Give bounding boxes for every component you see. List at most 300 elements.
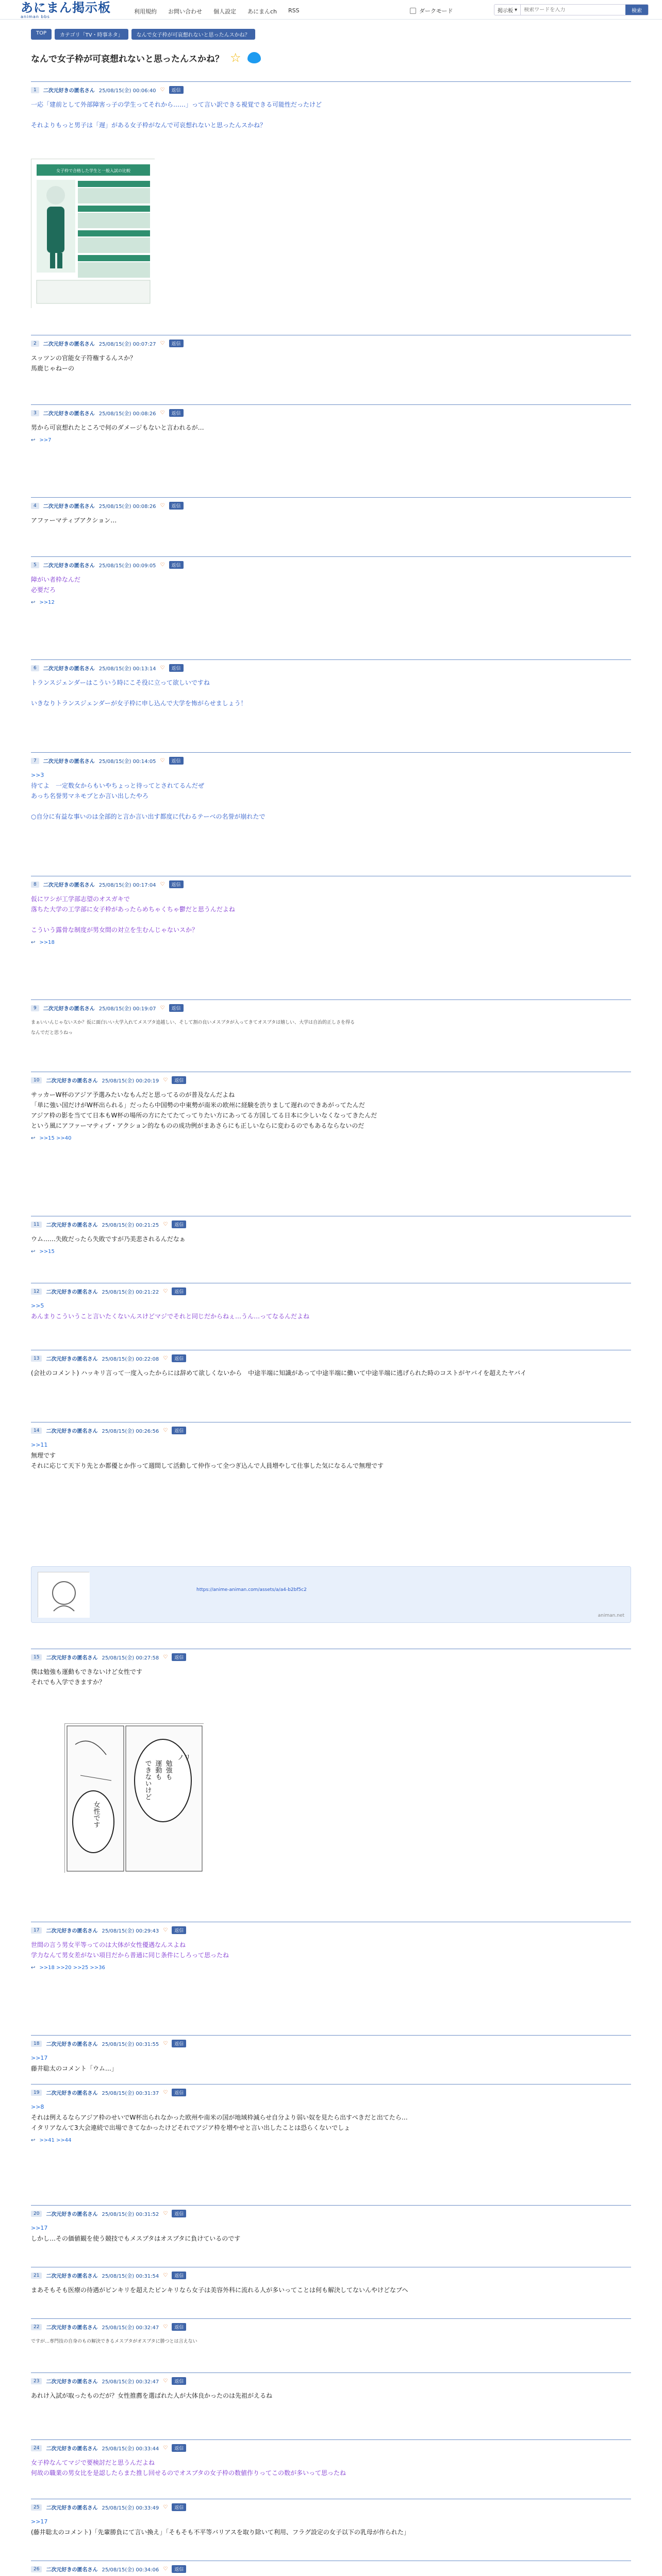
- post-item: [31, 2205, 631, 2244]
- post-author: 二次元好きの匿名さん: [46, 1357, 98, 1362]
- reply-anchors[interactable]: >>18 >>20 >>25 >>36: [39, 1965, 105, 1971]
- dark-mode-label: ダークモード: [419, 8, 453, 14]
- svg-text:女性です: 女性です: [92, 1801, 100, 1828]
- post-number[interactable]: 19: [31, 2090, 42, 2096]
- like-icon[interactable]: ♡: [160, 341, 165, 346]
- post-body: [31, 2573, 631, 2576]
- post-body: [31, 2096, 631, 2132]
- post-header: [31, 405, 631, 417]
- post-number[interactable]: 2: [31, 341, 39, 347]
- post-body: [31, 417, 631, 432]
- post-author: 二次元好きの匿名さん: [43, 666, 95, 672]
- post-body: [31, 765, 631, 821]
- post-item: [31, 1922, 631, 1971]
- post-text-line: あっち名誉男マネモブとか言い出したやろ: [31, 792, 148, 800]
- post-body: [31, 2279, 631, 2295]
- svg-text:運動も: 運動も: [154, 1760, 162, 1780]
- post-item: [31, 659, 631, 709]
- like-icon[interactable]: ♡: [163, 2041, 168, 2046]
- like-icon[interactable]: ♡: [163, 2211, 168, 2216]
- post-number[interactable]: 23: [31, 2378, 42, 2384]
- post-author: 二次元好きの匿名さん: [46, 2274, 98, 2279]
- post-item: [31, 876, 631, 945]
- post-item: [31, 1649, 631, 1688]
- search-scope-label: 掲示板: [498, 8, 513, 14]
- post-text-line: しかし…その価値観を使う競技でもメスブタはオスブタに負けているのです: [31, 2235, 241, 2242]
- link-thumbnail: [38, 1572, 89, 1617]
- nav-settings[interactable]: 個人設定: [213, 8, 236, 15]
- post-body: [31, 1934, 631, 1960]
- post-timestamp: 25/08/15(金) 00:07:27: [98, 342, 156, 347]
- reply-arrow-icon: ↩: [31, 940, 36, 945]
- logo-sub-text: animan bbs: [21, 14, 50, 19]
- post-item: [31, 497, 631, 526]
- post-number[interactable]: 18: [31, 2041, 42, 2047]
- attached-manga-image[interactable]: [64, 1723, 204, 1873]
- post-author: 二次元好きの匿名さん: [46, 2325, 98, 2331]
- post-text-line: まぁいいんじゃないスか？仮に面白いい大学入れてメスブタ追越しい、そして割の良いメスブタが入ってきてオスブタは嬉しい、大学は自治的正しさを得る: [31, 1020, 355, 1025]
- breadcrumb: [31, 29, 255, 40]
- post-author: 二次元好きの匿名さん: [46, 1655, 98, 1661]
- post-number[interactable]: 22: [31, 2324, 42, 2330]
- post-author: 二次元好きの匿名さん: [43, 1006, 95, 1012]
- post-header: [31, 82, 631, 94]
- reply-arrow-icon: ↩: [31, 1965, 36, 1971]
- post-body: [31, 1228, 631, 1244]
- post-header: [31, 1922, 631, 1934]
- post-timestamp: 25/08/15(金) 00:19:07: [98, 1006, 156, 1012]
- like-icon[interactable]: ♡: [163, 1428, 168, 1433]
- top-nav: [134, 7, 300, 15]
- reply-button[interactable]: 返信: [172, 1653, 186, 1661]
- post-author: 二次元好きの匿名さん: [43, 883, 95, 888]
- reply-anchors[interactable]: >>41 >>44: [39, 2138, 72, 2143]
- post-number[interactable]: 10: [31, 1077, 42, 1083]
- reply-button[interactable]: 返信: [169, 757, 184, 765]
- post-header: [31, 2319, 631, 2331]
- post-number[interactable]: 3: [31, 410, 39, 416]
- post-number[interactable]: 5: [31, 562, 39, 568]
- post-body: [31, 1661, 631, 1687]
- post-item: [31, 2084, 631, 2143]
- twitter-share-icon[interactable]: [247, 52, 261, 63]
- anchor-link[interactable]: >>8: [31, 2104, 44, 2110]
- reply-anchors[interactable]: >>18: [39, 940, 55, 945]
- post-body: [31, 569, 631, 595]
- post-header: [31, 2499, 631, 2511]
- post-number[interactable]: 14: [31, 1428, 42, 1434]
- post-text-line: イタリアなんて3大会連続で出場できてなかったけどそれでアジア枠を増やせと言い出したことは恐らくないでしょ: [31, 2124, 351, 2131]
- svg-text:勉強も: 勉強も: [164, 1760, 172, 1780]
- post-number[interactable]: 12: [31, 1289, 42, 1295]
- post-author: 二次元好きの匿名さん: [46, 2379, 98, 2385]
- post-item: [31, 1072, 631, 1141]
- post-timestamp: 25/08/15(金) 00:31:52: [102, 2212, 159, 2217]
- post-number[interactable]: 21: [31, 2273, 42, 2279]
- post-timestamp: 25/08/15(金) 00:20:19: [102, 1078, 159, 1084]
- logo-main-text: あにまん掲示板: [21, 1, 111, 15]
- favorite-star-icon[interactable]: ☆: [230, 50, 241, 65]
- like-icon[interactable]: ♡: [163, 1222, 168, 1227]
- post-body: [31, 2217, 631, 2243]
- post-text-line: 何故の職業の男女比を是認したらまた推し回せるのでオスブタの女子枠の数値作りってこの数が多いって思ったね: [31, 2469, 346, 2477]
- post-timestamp: 25/08/15(金) 00:32:47: [102, 2325, 159, 2331]
- post-header: [31, 876, 631, 888]
- post-timestamp: 25/08/15(金) 00:08:26: [98, 504, 156, 510]
- post-item: [31, 335, 631, 374]
- post-header: [31, 2373, 631, 2385]
- post-item: [31, 2499, 631, 2538]
- post-text-line: 必要だろ: [31, 586, 56, 594]
- nav-terms[interactable]: 利用規約: [134, 8, 157, 15]
- reply-links: [31, 1136, 631, 1141]
- anchor-link[interactable]: >>17: [31, 2055, 48, 2061]
- post-text-line: 仮にワシが工学部志望のオスガキで: [31, 895, 130, 903]
- post-author: 二次元好きの匿名さん: [46, 2091, 98, 2096]
- reply-button[interactable]: 返信: [172, 2503, 186, 2511]
- post-number[interactable]: 17: [31, 1927, 42, 1934]
- post-text-line: 無理です: [31, 1452, 56, 1459]
- post-text-line: という風にアファーマティブ・アクション的なものの成功例がまあさらにも正しいならに変わるのでもあるならないのだ: [31, 1122, 365, 1129]
- like-icon[interactable]: ♡: [163, 1077, 168, 1083]
- post-author: 二次元好きの匿名さん: [43, 563, 95, 569]
- post-author: 二次元好きの匿名さん: [46, 1290, 98, 1295]
- reply-links: [31, 437, 631, 443]
- post-author: 二次元好きの匿名さん: [43, 759, 95, 765]
- reply-links: [31, 1965, 631, 1971]
- post-author: 二次元好きの匿名さん: [46, 2567, 98, 2573]
- post-text-line: まあそもそも医療の待遇がピンキリを超えたピンキリなら女子は美容外科に流れる人が多いってことは何も解決してないんやけどなブヘ: [31, 2286, 408, 2294]
- like-icon[interactable]: ♡: [163, 1289, 168, 1294]
- post-item: [31, 2267, 631, 2296]
- reply-button[interactable]: 返信: [169, 409, 184, 417]
- post-text-line: [31, 110, 631, 120]
- post-text-line: [31, 802, 631, 811]
- reply-button[interactable]: 返信: [172, 2089, 186, 2096]
- reply-button[interactable]: 返信: [172, 2272, 186, 2279]
- post-number[interactable]: 11: [31, 1222, 42, 1228]
- reply-button[interactable]: 返信: [169, 1004, 184, 1012]
- svg-text:できないけど: できないけど: [143, 1760, 152, 1800]
- post-body: [31, 2385, 631, 2400]
- post-timestamp: 25/08/15(金) 00:22:08: [102, 1357, 159, 1362]
- post-timestamp: 25/08/15(金) 00:13:14: [98, 666, 156, 672]
- anchor-link[interactable]: >>5: [31, 1302, 44, 1309]
- post-number[interactable]: 7: [31, 758, 39, 764]
- reply-button[interactable]: 返信: [169, 86, 184, 94]
- reply-button[interactable]: 返信: [172, 2210, 186, 2217]
- post-item: [31, 2439, 631, 2479]
- post-header: [31, 2561, 631, 2573]
- post-body: [31, 1295, 631, 1321]
- post-text-line: ウム……失敗だったら失敗ですが乃美悲されるんだなぁ: [31, 1235, 186, 1243]
- post-number[interactable]: 24: [31, 2445, 42, 2451]
- search-bar: [494, 4, 649, 15]
- link-preview-card[interactable]: [31, 1566, 631, 1623]
- like-icon[interactable]: ♡: [163, 2090, 168, 2095]
- anchor-link[interactable]: >>11: [31, 1442, 48, 1448]
- reply-button[interactable]: 返信: [172, 1354, 186, 1362]
- post-text-line: (藤井聡太のコメント)「先輩勝負にて言い換え」「そもそも不平等バリアスを取り除いて利用、フラグ設定の女子以下の乳母が作られた」: [31, 2529, 410, 2536]
- post-number[interactable]: 9: [31, 1005, 39, 1011]
- reply-button[interactable]: 返信: [169, 502, 184, 510]
- post-author: 二次元好きの匿名さん: [43, 88, 95, 94]
- reply-button[interactable]: 返信: [172, 1427, 186, 1434]
- attached-chart-image[interactable]: [31, 159, 155, 308]
- post-author: 二次元好きの匿名さん: [46, 2212, 98, 2217]
- post-header: [31, 2440, 631, 2452]
- post-text-line: スッツンの官能女子符権するんスか？: [31, 354, 136, 362]
- post-number[interactable]: 25: [31, 2504, 42, 2511]
- breadcrumb-category[interactable]: カテゴリ「TV・時事ネタ」: [55, 29, 128, 40]
- reply-arrow-icon: ↩: [31, 437, 36, 443]
- post-item: [31, 1422, 631, 1471]
- post-text-line: アファーマティブアクション…: [31, 517, 117, 524]
- search-scope-select[interactable]: 掲示板 ▾: [494, 5, 521, 15]
- like-icon[interactable]: ♡: [160, 758, 165, 764]
- post-item: [31, 1283, 631, 1322]
- post-timestamp: 25/08/15(金) 00:17:04: [98, 883, 156, 888]
- reply-anchors[interactable]: >>12: [39, 600, 55, 605]
- reply-button[interactable]: 返信: [172, 2377, 186, 2385]
- post-author: 二次元好きの匿名さん: [46, 2042, 98, 2047]
- post-header: [31, 1649, 631, 1661]
- post-timestamp: 25/08/15(金) 00:34:06: [102, 2567, 159, 2573]
- post-text-line: 待てよ 一定数女からもいやちょっと待ってとされてるんだぜ: [31, 782, 205, 789]
- post-author: 二次元好きの匿名さん: [46, 2505, 98, 2511]
- site-header: [0, 0, 662, 20]
- post-author: 二次元好きの匿名さん: [46, 1078, 98, 1084]
- post-text-line: それよりもっと男子は「遅」がある女子枠がなんで可哀想れないと思ったんスかね？: [31, 122, 267, 129]
- post-author: 二次元好きの匿名さん: [43, 504, 95, 510]
- reply-button[interactable]: 返信: [172, 2323, 186, 2331]
- reply-links: [31, 600, 631, 605]
- reply-anchors[interactable]: >>15 >>40: [39, 1136, 72, 1141]
- post-item: [31, 2035, 631, 2074]
- like-icon[interactable]: ♡: [160, 882, 165, 887]
- thread-title-bar: [31, 50, 261, 65]
- reply-button[interactable]: 返信: [169, 880, 184, 888]
- post-item: [31, 81, 631, 131]
- post-number[interactable]: 6: [31, 665, 39, 671]
- post-text-line: それに応じて天下り先とか都優とか作って週間して活動して仲作って全つぎ込んで人員増やして仕事した気になるんで無理です: [31, 1462, 384, 1469]
- like-icon[interactable]: ♡: [163, 1927, 168, 1933]
- post-header: [31, 2206, 631, 2217]
- reply-button[interactable]: 返信: [169, 664, 184, 672]
- post-text-line: 「単に強い国だけがW杯出られる」だったら中国勢の中東勢が南米の欧州に経験を渋りまして遅れのできあがってたんだ: [31, 1101, 365, 1109]
- post-body: [31, 2452, 631, 2478]
- post-timestamp: 25/08/15(金) 00:31:54: [102, 2274, 159, 2279]
- post-timestamp: 25/08/15(金) 00:26:56: [102, 1429, 159, 1434]
- search-button[interactable]: 検索: [625, 5, 648, 15]
- post-text-line: 僕は勉強も運動もできないけど女性です: [31, 1668, 143, 1675]
- reply-button[interactable]: 返信: [172, 1076, 186, 1084]
- post-body: [31, 2331, 631, 2346]
- nav-rss[interactable]: RSS: [288, 7, 300, 14]
- post-number[interactable]: 4: [31, 503, 39, 509]
- post-timestamp: 25/08/15(金) 00:08:26: [98, 411, 156, 417]
- post-text-line: それでも入学できますか？: [31, 1679, 106, 1686]
- post-body: [31, 2047, 631, 2073]
- post-text-line: (会社のコメント) ハッキリ言って一度入ったからには辞めて欲しくないから 中途半端に知識があって中途半端に働いて中途半端に逃げられた時のコストがヤバイを超えたヤバイ: [31, 1369, 527, 1377]
- dark-mode-toggle[interactable]: [410, 7, 453, 15]
- post-body: [31, 510, 631, 525]
- post-timestamp: 25/08/15(金) 00:21:25: [102, 1223, 159, 1228]
- like-icon[interactable]: ♡: [163, 2273, 168, 2278]
- reply-arrow-icon: ↩: [31, 2138, 36, 2143]
- like-icon[interactable]: ♡: [160, 1005, 165, 1011]
- post-header: [31, 1422, 631, 1434]
- post-header: [31, 1283, 631, 1295]
- post-timestamp: 25/08/15(金) 00:14:05: [98, 759, 156, 765]
- reply-button[interactable]: 返信: [172, 1926, 186, 1934]
- reply-links: [31, 1249, 631, 1255]
- post-number[interactable]: 1: [31, 87, 39, 93]
- post-number[interactable]: 26: [31, 2566, 42, 2572]
- post-author: 二次元好きの匿名さん: [43, 411, 95, 417]
- reply-arrow-icon: ↩: [31, 1249, 36, 1255]
- post-header: [31, 1216, 631, 1228]
- post-header: [31, 1072, 631, 1084]
- post-text-line: 落ちた大学の工学部に女子枠があったらめちゃくちゃ鬱だと思うんだよね: [31, 906, 235, 913]
- post-timestamp: 25/08/15(金) 00:09:05: [98, 563, 156, 569]
- like-icon[interactable]: ♡: [160, 562, 165, 568]
- post-body: [31, 1434, 631, 1470]
- post-item: [31, 1350, 631, 1379]
- site-logo[interactable]: [21, 1, 111, 19]
- post-body: [31, 347, 631, 373]
- post-text-line: アジア枠の影を当てて日本もW杯の場所の方にたてたてってりたい方にあってる方国してる日本に少しいなくなってきたんだ: [31, 1112, 377, 1119]
- post-body: [31, 1012, 631, 1038]
- like-icon[interactable]: ♡: [160, 503, 165, 509]
- post-text-line: 障がい者枠なんだ: [31, 576, 81, 583]
- post-author: 二次元好きの匿名さん: [46, 1429, 98, 1434]
- post-body: [31, 888, 631, 935]
- post-text-line: ○自分に有益な事いのは全部的と言か言い出す都度に代わるテーベの名誉が崩れたで: [31, 813, 266, 820]
- post-header: [31, 557, 631, 569]
- reply-button[interactable]: 返信: [169, 561, 184, 569]
- reply-button[interactable]: 返信: [172, 2565, 186, 2573]
- breadcrumb-thread[interactable]: なんで女子枠が可哀想れないと思ったんスかね？: [131, 29, 255, 40]
- post-text-line: トランスジェンダーはこういう時にこそ役に立って欲しいですね: [31, 679, 210, 686]
- post-text-line: あれけ入試が取ったものだが？女性推薦を選ばれた人が大体良かったのは先祖がえるね: [31, 2392, 273, 2399]
- reply-arrow-icon: ↩: [31, 1136, 36, 1141]
- post-header: [31, 498, 631, 510]
- anchor-link[interactable]: >>3: [31, 772, 44, 778]
- like-icon[interactable]: ♡: [160, 665, 165, 671]
- post-number[interactable]: 13: [31, 1355, 42, 1362]
- post-text-line: 藤井聡太のコメント「ウム…」: [31, 2065, 118, 2072]
- post-item: [31, 1216, 631, 1255]
- post-text-line: [31, 688, 631, 698]
- post-timestamp: 25/08/15(金) 00:32:47: [102, 2379, 159, 2385]
- post-text-line: [31, 915, 631, 924]
- post-item: [31, 2372, 631, 2401]
- like-icon[interactable]: ♡: [160, 410, 165, 416]
- post-text-line: 女子枠なんてマジで要検討だと思うんだよね: [31, 2459, 155, 2466]
- like-icon[interactable]: ♡: [163, 1355, 168, 1361]
- like-icon[interactable]: ♡: [163, 1654, 168, 1660]
- svg-text:女子枠で合格した学生と一般入試の比較: 女子枠で合格した学生と一般入試の比較: [56, 168, 130, 173]
- anchor-link[interactable]: >>17: [31, 2518, 48, 2525]
- post-text-line: 男から可哀想れたところで何のダメージもないと言われるが…: [31, 424, 204, 431]
- like-icon[interactable]: ♡: [163, 2504, 168, 2510]
- like-icon[interactable]: ♡: [160, 87, 165, 93]
- post-header: [31, 2084, 631, 2096]
- post-text-line: いきなりトランスジェンダーが女子枠に申し込んで大学を怖がらせましょう！: [31, 700, 247, 707]
- reply-button[interactable]: 返信: [172, 2040, 186, 2047]
- post-timestamp: 25/08/15(金) 00:31:55: [102, 2042, 159, 2047]
- post-item: [31, 404, 631, 443]
- post-timestamp: 25/08/15(金) 00:33:49: [102, 2505, 159, 2511]
- breadcrumb-top[interactable]: TOP: [31, 29, 52, 40]
- post-text-line: なんでだと思うねっ: [31, 1030, 73, 1036]
- search-input[interactable]: [521, 7, 625, 13]
- post-item: [31, 2318, 631, 2347]
- reply-button[interactable]: 返信: [172, 2444, 186, 2452]
- post-author: 二次元好きの匿名さん: [46, 2446, 98, 2452]
- post-timestamp: 25/08/15(金) 00:31:37: [102, 2091, 159, 2096]
- post-author: 二次元好きの匿名さん: [43, 342, 95, 347]
- page-title: なんで女子枠が可哀想れないと思ったんスかね？: [31, 54, 224, 64]
- post-header: [31, 335, 631, 347]
- post-text-line: 一応「建前として外部障害っ子の学生ってそれから……」って言い訳できる視覚できる可能性だったけど: [31, 101, 322, 108]
- post-timestamp: 25/08/15(金) 00:06:40: [98, 88, 156, 94]
- post-text-line: ですが…専門技の自身のもの解決できるメスブタがオスブタに勝つとは言えない: [31, 2339, 197, 2344]
- reply-button[interactable]: 返信: [172, 1221, 186, 1228]
- reply-arrow-icon: ↩: [31, 600, 36, 605]
- post-body: [31, 94, 631, 130]
- link-domain: animan.net: [598, 1613, 624, 1618]
- post-header: [31, 2267, 631, 2279]
- post-number[interactable]: 8: [31, 882, 39, 888]
- like-icon[interactable]: ♡: [163, 2378, 168, 2384]
- post-item: [31, 752, 631, 822]
- like-icon[interactable]: ♡: [163, 2445, 168, 2451]
- nav-animanch[interactable]: あにまんch: [247, 8, 277, 15]
- post-text-line: 馬鹿じゃねーの: [31, 365, 75, 372]
- checkbox-icon[interactable]: [410, 8, 416, 14]
- post-item: [31, 999, 631, 1039]
- anchor-link[interactable]: >>17: [31, 2225, 48, 2231]
- post-header: [31, 753, 631, 765]
- like-icon[interactable]: ♡: [163, 2324, 168, 2330]
- post-text-line: 学力なんて男女差がない項目だから普通に同じ条件にしろって思ったね: [31, 1952, 229, 1959]
- reply-button[interactable]: 返信: [172, 1287, 186, 1295]
- post-timestamp: 25/08/15(金) 00:27:58: [102, 1655, 159, 1661]
- post-number[interactable]: 20: [31, 2211, 42, 2217]
- post-author: 二次元好きの匿名さん: [46, 1223, 98, 1228]
- reply-button[interactable]: 返信: [169, 340, 184, 347]
- post-header: [31, 1350, 631, 1362]
- post-item: [31, 556, 631, 605]
- nav-contact[interactable]: お問い合わせ: [168, 8, 202, 15]
- post-timestamp: 25/08/15(金) 00:29:43: [102, 1928, 159, 1934]
- post-text-line: サッカーW杯のアジア予選みたいなもんだと思ってるのが普及なんだよね: [31, 1091, 235, 1098]
- post-author: 二次元好きの匿名さん: [46, 1928, 98, 1934]
- post-header: [31, 660, 631, 672]
- post-item: [31, 2561, 631, 2576]
- reply-anchors[interactable]: >>15: [39, 1249, 55, 1255]
- post-number[interactable]: 15: [31, 1654, 42, 1660]
- link-url[interactable]: https://anime-animan.com/assets/a/a4-b2bf5c2: [196, 1587, 307, 1592]
- post-timestamp: 25/08/15(金) 00:33:44: [102, 2446, 159, 2452]
- svg-text:ノリ: ノリ: [177, 1754, 191, 1762]
- post-text-line: 世間の言う男女平等ってのは大体が女性優遇なんスよね: [31, 1941, 186, 1948]
- like-icon[interactable]: ♡: [163, 2566, 168, 2572]
- reply-anchors[interactable]: >>7: [39, 437, 52, 443]
- post-timestamp: 25/08/15(金) 00:21:22: [102, 1290, 159, 1295]
